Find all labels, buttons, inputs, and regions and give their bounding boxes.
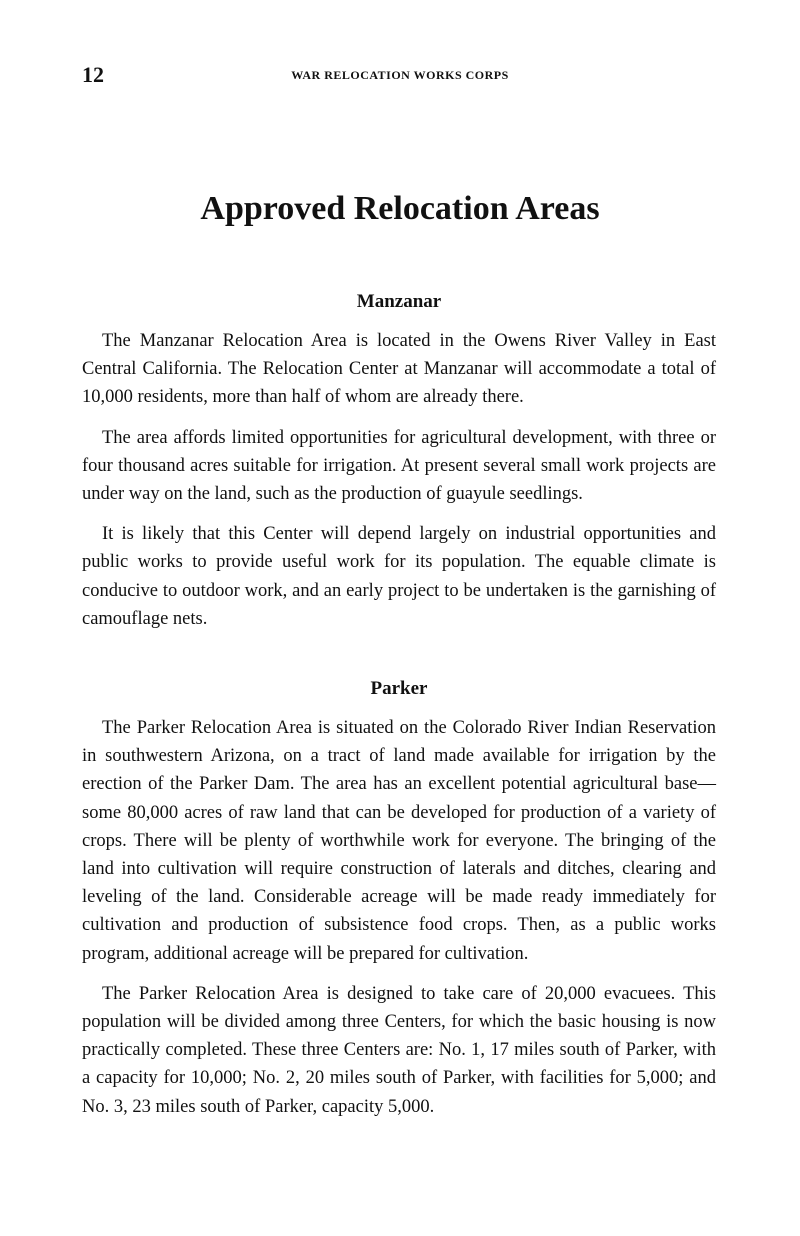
section-parker — [82, 678, 716, 1133]
section-manzanar — [82, 291, 716, 645]
paragraph: The Parker Relocation Area is situated on the Colorado River Indian Reservation in southwestern Arizona, on a tract of land made available for irrigation by the erection of the Parker Dam. The area has an excellent potential agricultural base—some 80,000 acres of raw land that can be developed for production of a variety of crops. There will be plenty of worthwhile work for everyone. The bringing of the land into cultivation will require construction of laterals and ditches, clearing and leveling of the land. Considerable acreage will be made ready immediately for cultivation and production of subsistence food crops. Then, as a public works program, additional acreage will be prepared for cultivation. — [82, 718, 716, 964]
running-head: WAR RELOCATION WORKS CORPS — [291, 68, 509, 82]
paragraph: The Parker Relocation Area is designed to take care of 20,000 evacuees. This population will be divided among three Centers, for which the basic housing is now practically completed. These three Centers are: No. 1, 17 miles south of Parker, with a capacity for 10,000; No. 2, 20 miles south of Parker, with facilities for 5,000; and No. 3, 23 miles south of Parker, capacity 5,000. — [82, 983, 716, 1117]
paragraph: It is likely that this Center will depend largely on industrial opportunities and public works to provide useful work for its population. The equable climate is conducive to outdoor work, and an early project to be undertaken is the garnishing of camouflage nets. — [82, 524, 716, 629]
section-heading-parker: Parker — [370, 678, 428, 699]
page-number: 12 — [82, 62, 104, 87]
paragraph: The area affords limited opportunities for agricultural development, with three or four thousand acres suitable for irrigation. At present several small work projects are under way on the land, such as the production of guayule seedlings. — [82, 427, 716, 505]
paragraph: The Manzanar Relocation Area is located in the Owens River Valley in East Central California. The Relocation Center at Manzanar will accommodate a total of 10,000 residents, more than half of whom are already there. — [82, 331, 716, 408]
section-heading-manzanar: Manzanar — [356, 291, 442, 312]
chapter-title: Approved Relocation Areas — [200, 190, 600, 227]
